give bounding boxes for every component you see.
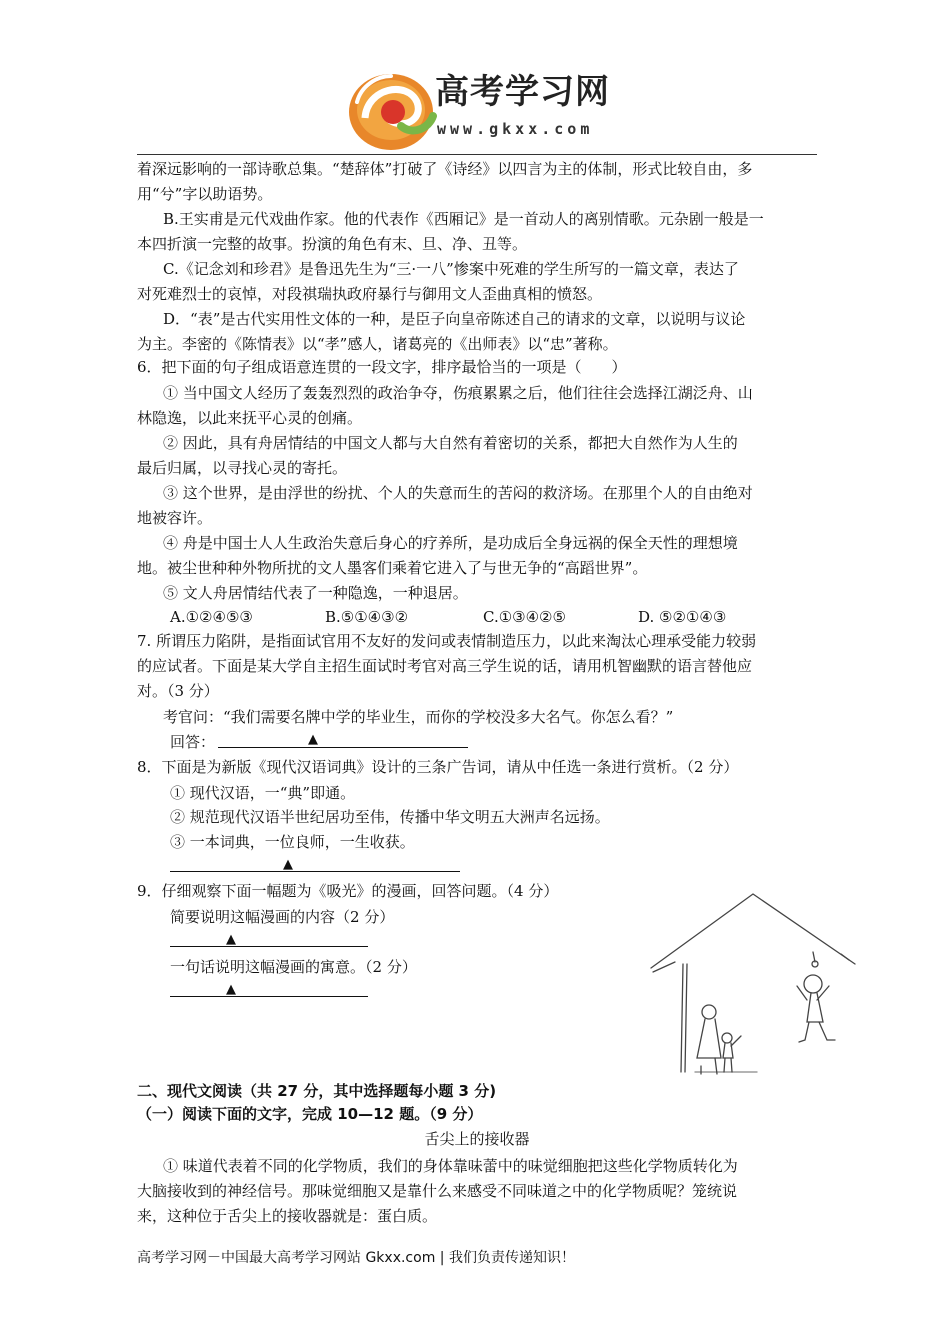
q7-answer-label: 回答： bbox=[170, 733, 216, 751]
q6-option-a: A.①②④⑤③ bbox=[170, 608, 253, 626]
q6-sentence-4b: 地。被尘世种种外物所扰的文人墨客们乘着它进入了与世无争的“高蹈世界”。 bbox=[137, 559, 648, 577]
q6-sentence-5: ⑤ 文人舟居情结代表了一种隐逸，一种退居。 bbox=[163, 584, 468, 602]
article-title: 舌尖上的接收器 bbox=[424, 1130, 530, 1148]
article-para1-line3: 来，这种位于舌尖上的接收器就是：蛋白质。 bbox=[137, 1207, 438, 1225]
logo-title: 高考学习网 bbox=[435, 72, 610, 112]
q6-sentence-2b: 最后归属，以寻找心灵的寄托。 bbox=[137, 459, 348, 477]
page-footer: 高考学习网－中国最大高考学习网站 Gkxx.com | 我们负责传递知识！ bbox=[137, 1250, 575, 1266]
q8-stem: 8．下面是为新版《现代汉语词典》设计的三条广告词，请从中任选一条进行赏析。（2 分） bbox=[137, 758, 739, 776]
logo-url: www.gkxx.com bbox=[437, 120, 594, 138]
q6-option-d: D. ⑤②①④③ bbox=[638, 608, 727, 626]
q7-stem-line2: 的应试者。下面是某大学自主招生面试时考官对高三学生说的话，请用机智幽默的语言替他应 bbox=[137, 657, 753, 675]
q5-option-c-line1: C.《记念刘和珍君》是鲁迅先生为“三·一八”惨案中死难的学生所写的一篇文章，表达了 bbox=[163, 260, 739, 278]
q9-content-marker: ▲ bbox=[226, 932, 236, 947]
cartoon-house-illustration bbox=[645, 890, 860, 1080]
q7-answer-blank[interactable] bbox=[218, 747, 468, 748]
article-para1-line1: ① 味道代表着不同的化学物质，我们的身体靠味蕾中的味觉细胞把这些化学物质转化为 bbox=[163, 1157, 738, 1175]
q7-examiner-question: 考官问：“我们需要名牌中学的毕业生，而你的学校没多大名气。你怎么看？” bbox=[163, 708, 674, 726]
q9-meaning-blank[interactable] bbox=[170, 996, 368, 997]
article-para1-line2: 大脑接收到的神经信号。那味觉细胞又是靠什么来感受不同味道之中的化学物质呢？笼统说 bbox=[137, 1182, 738, 1200]
q5-continuation-line2: 用“兮”字以助语势。 bbox=[137, 185, 273, 203]
q8-ad-1: ① 现代汉语，一“典”即通。 bbox=[170, 784, 356, 802]
q8-ad-3: ③ 一本词典，一位良师，一生收获。 bbox=[170, 833, 415, 851]
q6-sentence-1a: ① 当中国文人经历了轰轰烈烈的政治争夺，伤痕累累之后，他们往往会选择江湖泛舟、山 bbox=[163, 384, 753, 402]
q7-answer-marker: ▲ bbox=[308, 732, 318, 747]
q6-option-c: C.①③④②⑤ bbox=[483, 608, 566, 626]
q5-option-b-line2: 本四折演一完整的故事。扮演的角色有末、旦、净、丑等。 bbox=[137, 235, 528, 253]
section2-subtitle: （一）阅读下面的文字，完成 10—12 题。（9 分） bbox=[137, 1105, 483, 1123]
q5-continuation-line1: 着深远影响的一部诗歌总集。“楚辞体”打破了《诗经》以四言为主的体制，形式比较自由，多 bbox=[137, 160, 753, 178]
q9-meaning-marker: ▲ bbox=[226, 982, 236, 997]
q8-ad-2: ② 规范现代汉语半世纪居功至伟，传播中华文明五大洲声名远扬。 bbox=[170, 808, 610, 826]
q6-sentence-3a: ③ 这个世界，是由浮世的纷扰、个人的失意而生的苦闷的救济场。在那里个人的自由绝对 bbox=[163, 484, 753, 502]
q5-option-c-line2: 对死难烈士的哀悼，对段祺瑞执政府暴行与御用文人歪曲真相的愤怒。 bbox=[137, 285, 603, 303]
q6-sentence-3b: 地被容许。 bbox=[137, 509, 213, 527]
q5-option-d-line1: D．“表”是古代实用性文体的一种，是臣子向皇帝陈述自己的请求的文章，以说明与议论 bbox=[163, 310, 746, 328]
q5-option-b-line1: B.王实甫是元代戏曲作家。他的代表作《西厢记》是一首动人的离别情歌。元杂剧一般是一 bbox=[163, 210, 764, 228]
header-logo bbox=[347, 66, 617, 154]
q6-sentence-4a: ④ 舟是中国士人人生政治失意后身心的疗养所，是功成后全身远祸的保全天性的理想境 bbox=[163, 534, 738, 552]
q6-stem: 6．把下面的句子组成语意连贯的一段文字，排序最恰当的一项是（ ） bbox=[137, 358, 627, 376]
q9-prompt-content: 简要说明这幅漫画的内容（2 分） bbox=[170, 908, 395, 926]
header-divider bbox=[137, 154, 817, 155]
q8-answer-blank[interactable] bbox=[170, 871, 460, 872]
logo-icon bbox=[347, 66, 439, 152]
q8-answer-marker: ▲ bbox=[283, 857, 293, 872]
q9-stem: 9．仔细观察下面一幅题为《吸光》的漫画，回答问题。（4 分） bbox=[137, 882, 559, 900]
q7-stem-line1: 7. 所谓压力陷阱，是指面试官用不友好的发问或表情制造压力，以此来淘汰心理承受能力较弱 bbox=[137, 632, 757, 650]
q7-stem-line3: 对。（3 分） bbox=[137, 682, 219, 700]
q6-sentence-2a: ② 因此，具有舟居情结的中国文人都与大自然有着密切的关系，都把大自然作为人生的 bbox=[163, 434, 738, 452]
section2-title: 二、现代文阅读（共 27 分，其中选择题每小题 3 分) bbox=[137, 1082, 497, 1100]
q9-prompt-meaning: 一句话说明这幅漫画的寓意。（2 分） bbox=[170, 958, 417, 976]
q5-option-d-line2: 为主。李密的《陈情表》以“孝”感人，诸葛亮的《出师表》以“忠”著称。 bbox=[137, 335, 618, 353]
q9-content-blank[interactable] bbox=[170, 946, 368, 947]
q6-sentence-1b: 林隐逸，以此来抚平心灵的创痛。 bbox=[137, 409, 363, 427]
q6-option-b: B.⑤①④③② bbox=[325, 608, 409, 626]
